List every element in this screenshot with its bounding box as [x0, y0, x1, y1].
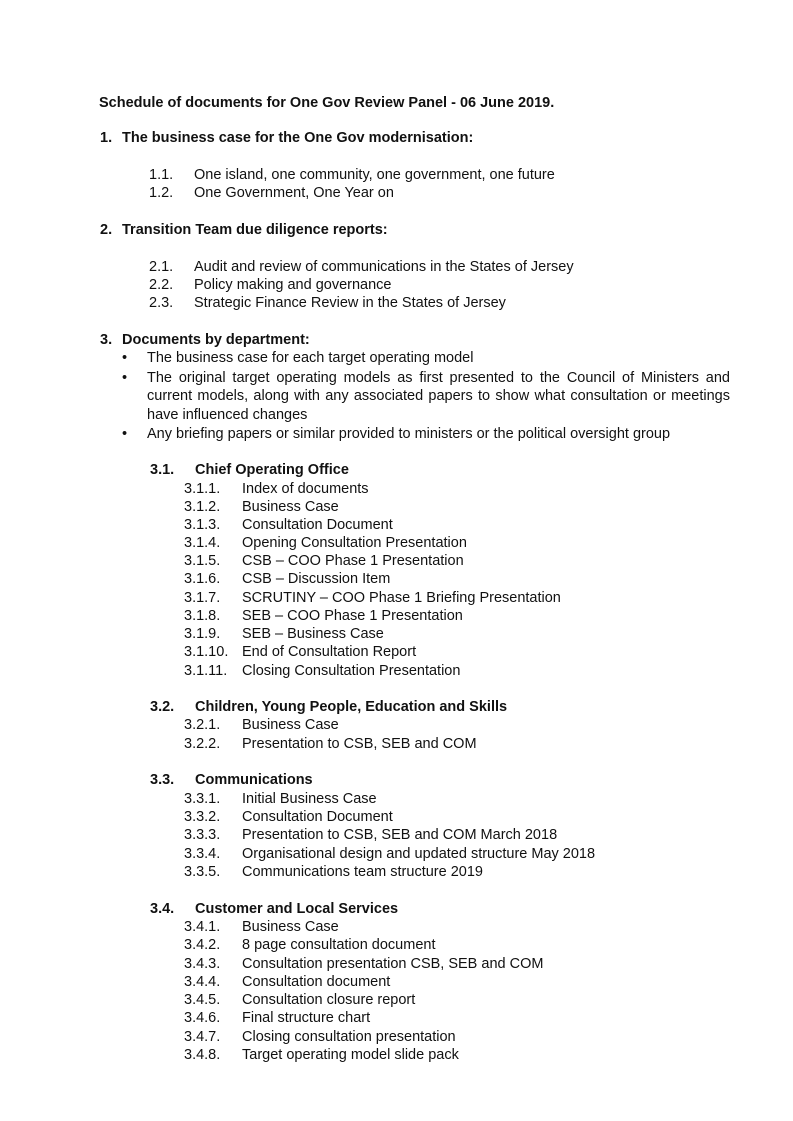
item-text: Presentation to CSB, SEB and COM March 2018 [242, 827, 558, 843]
item-text: Consultation Document [242, 517, 393, 533]
list-item [149, 276, 391, 294]
document-item [184, 955, 543, 973]
item-number: 3.1.10. [184, 644, 229, 660]
document-item [184, 973, 390, 991]
item-number: 3.4.6. [184, 1010, 221, 1026]
subsection-title: Chief Operating Office [195, 462, 349, 478]
item-number: 3.1.9. [184, 626, 221, 642]
item-number: 1.2. [149, 185, 174, 201]
list-item [149, 166, 555, 184]
document-item [184, 1009, 370, 1027]
item-text: Initial Business Case [242, 791, 377, 807]
subsection-heading [150, 698, 507, 716]
document-item [184, 607, 463, 625]
document-item [184, 790, 377, 808]
item-number: 3.2.1. [184, 717, 221, 733]
item-number: 3.1.1. [184, 481, 221, 497]
section-heading [100, 221, 388, 239]
item-text: Consultation Document [242, 809, 393, 825]
subsection-number: 3.3. [150, 772, 175, 788]
item-number: 3.1.6. [184, 571, 221, 587]
list-item [149, 258, 574, 276]
subsection-heading [150, 461, 349, 479]
item-number: 3.1.11. [184, 663, 228, 679]
item-text: Consultation presentation CSB, SEB and COM [242, 956, 544, 972]
item-number: 3.4.4. [184, 974, 221, 990]
item-number: 3.4.7. [184, 1029, 221, 1045]
bullet-text: Any briefing papers or similar provided to ministers or the political oversight group [147, 426, 671, 442]
list-item [149, 184, 394, 202]
item-text: Communications team structure 2019 [242, 864, 483, 880]
item-number: 3.3.1. [184, 791, 221, 807]
item-number: 3.1.4. [184, 535, 221, 551]
item-text: SEB – COO Phase 1 Presentation [242, 608, 463, 624]
document-item [184, 534, 467, 552]
item-number: 3.1.2. [184, 499, 221, 515]
item-number: 3.3.3. [184, 827, 221, 843]
bullet-item [122, 425, 732, 443]
document-item [184, 918, 339, 936]
item-text: Strategic Finance Review in the States of Jersey [194, 295, 506, 311]
bullet-marker: • [122, 426, 128, 442]
item-text: Presentation to CSB, SEB and COM [242, 736, 477, 752]
item-number: 3.4.5. [184, 992, 221, 1008]
item-number: 3.4.2. [184, 937, 221, 953]
section-heading [100, 129, 473, 147]
subsection-number: 3.1. [150, 462, 175, 478]
document-item [184, 480, 369, 498]
item-number: 3.2.2. [184, 736, 221, 752]
item-text: SEB – Business Case [242, 626, 384, 642]
document-item [184, 936, 435, 954]
item-text: Business Case [242, 919, 339, 935]
item-number: 2.3. [149, 295, 174, 311]
bullet-text: The original target operating models as first presented to the Council of Ministers and current models, along with any associated papers to show what consultation or meetings have influenced changes [147, 370, 730, 423]
section-number: 1. [100, 130, 113, 146]
document-item [184, 863, 483, 881]
document-item [184, 991, 415, 1009]
document-item [184, 845, 595, 863]
document-item [184, 552, 464, 570]
item-number: 2.1. [149, 259, 174, 275]
document-item [184, 1046, 459, 1064]
item-number: 3.4.8. [184, 1047, 221, 1063]
section-number: 3. [100, 332, 113, 348]
item-number: 3.3.4. [184, 846, 221, 862]
list-item [149, 294, 506, 312]
item-text: Opening Consultation Presentation [242, 535, 467, 551]
item-number: 2.2. [149, 277, 174, 293]
item-text: Closing consultation presentation [242, 1029, 456, 1045]
item-text: CSB – COO Phase 1 Presentation [242, 553, 464, 569]
document-item [184, 808, 393, 826]
document-item [184, 643, 416, 661]
item-text: Business Case [242, 717, 339, 733]
section-title: Transition Team due diligence reports: [122, 222, 388, 238]
item-number: 3.1.8. [184, 608, 221, 624]
document-item [184, 516, 393, 534]
item-number: 3.4.3. [184, 956, 221, 972]
bullet-marker: • [122, 350, 128, 366]
subsection-heading [150, 771, 313, 789]
document-item [184, 716, 339, 734]
bullet-text: The business case for each target operating model [147, 350, 474, 366]
item-text: Organisational design and updated structure May 2018 [242, 846, 596, 862]
item-text: One island, one community, one government, one future [194, 167, 555, 183]
document-item [184, 589, 561, 607]
item-text: Target operating model slide pack [242, 1047, 459, 1063]
item-text: One Government, One Year on [194, 185, 394, 201]
item-number: 3.1.3. [184, 517, 221, 533]
item-text: Business Case [242, 499, 339, 515]
document-item [184, 662, 460, 680]
subsection-title: Children, Young People, Education and Skills [195, 699, 508, 715]
item-number: 3.1.7. [184, 590, 221, 606]
section-title: Documents by department: [122, 332, 310, 348]
subsection-number: 3.4. [150, 901, 175, 917]
bullet-item [122, 349, 732, 367]
section-heading [100, 331, 310, 349]
document-item [184, 735, 477, 753]
subsection-title: Communications [195, 772, 313, 788]
document-item [184, 1028, 456, 1046]
subsection-heading [150, 900, 398, 918]
item-text: Index of documents [242, 481, 369, 497]
item-text: End of Consultation Report [242, 644, 417, 660]
item-text: Final structure chart [242, 1010, 371, 1026]
item-number: 3.3.5. [184, 864, 221, 880]
page-title: Schedule of documents for One Gov Review Panel - 06 June 2019. [99, 95, 555, 111]
item-text: Consultation closure report [242, 992, 416, 1008]
item-text: SCRUTINY – COO Phase 1 Briefing Presentation [242, 590, 561, 606]
subsection-title: Customer and Local Services [195, 901, 399, 917]
document-item [184, 625, 384, 643]
subsection-number: 3.2. [150, 699, 175, 715]
bullet-marker: • [122, 370, 128, 386]
item-text: 8 page consultation document [242, 937, 436, 953]
document-item [184, 498, 339, 516]
section-number: 2. [100, 222, 113, 238]
item-text: CSB – Discussion Item [242, 571, 391, 587]
document-item [184, 570, 390, 588]
item-text: Closing Consultation Presentation [242, 663, 461, 679]
item-number: 1.1. [149, 167, 174, 183]
item-number: 3.1.5. [184, 553, 221, 569]
document-item [184, 826, 557, 844]
item-number: 3.4.1. [184, 919, 221, 935]
section-title: The business case for the One Gov modernisation: [122, 130, 474, 146]
bullet-item [122, 369, 732, 425]
item-number: 3.3.2. [184, 809, 221, 825]
item-text: Consultation document [242, 974, 391, 990]
item-text: Policy making and governance [194, 277, 392, 293]
item-text: Audit and review of communications in the States of Jersey [194, 259, 574, 275]
